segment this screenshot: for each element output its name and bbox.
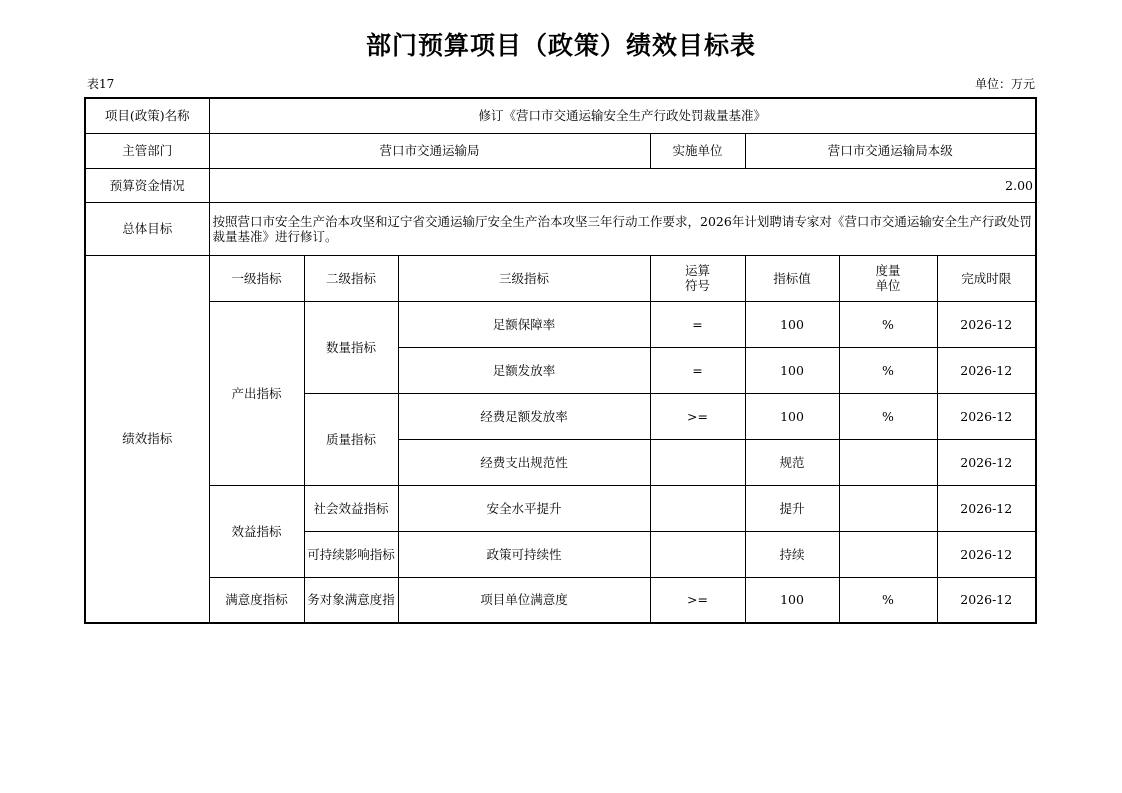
header-unit bbox=[839, 255, 937, 301]
goal-label: 总体目标 bbox=[85, 202, 209, 255]
header-value: 指标值 bbox=[745, 255, 839, 301]
operator-cell: >= bbox=[650, 577, 745, 623]
level3-cell: 安全水平提升 bbox=[398, 485, 650, 531]
table-row bbox=[85, 577, 1036, 623]
level3-cell: 经费足额发放率 bbox=[398, 393, 650, 439]
level1-output: 产出指标 bbox=[209, 301, 304, 485]
header-deadline: 完成时限 bbox=[937, 255, 1036, 301]
deadline-cell: 2026-12 bbox=[937, 531, 1036, 577]
dept-value: 营口市交通运输局 bbox=[209, 133, 650, 168]
unit-cell: % bbox=[839, 577, 937, 623]
budget-row bbox=[85, 168, 1036, 202]
header-operator bbox=[650, 255, 745, 301]
deadline-cell: 2026-12 bbox=[937, 439, 1036, 485]
level2-sustainable: 可持续影响指标 bbox=[304, 531, 398, 577]
goal-value: 按照营口市安全生产治本攻坚和辽宁省交通运输厅安全生产治本攻坚三年行动工作要求，2026年计划聘请专家对《营口市交通运输安全生产行政处罚裁量基准》进行修订。 bbox=[209, 202, 1036, 255]
value-cell: 提升 bbox=[745, 485, 839, 531]
operator-cell bbox=[650, 531, 745, 577]
goal-row bbox=[85, 202, 1036, 255]
level1-benefit: 效益指标 bbox=[209, 485, 304, 577]
level2-quality: 质量指标 bbox=[304, 393, 398, 485]
value-cell: 100 bbox=[745, 347, 839, 393]
project-name: 修订《营口市交通运输安全生产行政处罚裁量基准》 bbox=[209, 98, 1036, 133]
level2-quantity: 数量指标 bbox=[304, 301, 398, 393]
value-cell: 持续 bbox=[745, 531, 839, 577]
header-operator-line1: 运算 bbox=[684, 263, 710, 278]
budget-value: 2.00 bbox=[209, 168, 1036, 202]
performance-table bbox=[84, 97, 1037, 624]
header-unit-line2: 单位 bbox=[875, 278, 901, 293]
perf-label: 绩效指标 bbox=[85, 255, 209, 623]
dept-label: 主管部门 bbox=[85, 133, 209, 168]
value-cell: 100 bbox=[745, 301, 839, 347]
operator-cell: >= bbox=[650, 393, 745, 439]
unit-cell: % bbox=[839, 301, 937, 347]
value-cell: 100 bbox=[745, 577, 839, 623]
header-unit-line1: 度量 bbox=[875, 263, 901, 278]
level3-cell: 政策可持续性 bbox=[398, 531, 650, 577]
unit-cell bbox=[839, 485, 937, 531]
deadline-cell: 2026-12 bbox=[937, 347, 1036, 393]
level1-satisfaction: 满意度指标 bbox=[209, 577, 304, 623]
table-row bbox=[85, 485, 1036, 531]
value-cell: 100 bbox=[745, 393, 839, 439]
table-number: 表17 bbox=[87, 77, 115, 91]
operator-cell: = bbox=[650, 301, 745, 347]
unit-cell bbox=[839, 439, 937, 485]
value-cell: 规范 bbox=[745, 439, 839, 485]
level3-cell: 经费支出规范性 bbox=[398, 439, 650, 485]
level3-cell: 足额发放率 bbox=[398, 347, 650, 393]
level2-social: 社会效益指标 bbox=[304, 485, 398, 531]
level3-cell: 项目单位满意度 bbox=[398, 577, 650, 623]
deadline-cell: 2026-12 bbox=[937, 577, 1036, 623]
department-row bbox=[85, 133, 1036, 168]
operator-cell: = bbox=[650, 347, 745, 393]
level3-cell: 足额保障率 bbox=[398, 301, 650, 347]
header-level1: 一级指标 bbox=[209, 255, 304, 301]
deadline-cell: 2026-12 bbox=[937, 485, 1036, 531]
unit-label: 单位：万元 bbox=[974, 77, 1035, 91]
deadline-cell: 2026-12 bbox=[937, 393, 1036, 439]
deadline-cell: 2026-12 bbox=[937, 301, 1036, 347]
project-row bbox=[85, 98, 1036, 133]
header-row bbox=[85, 255, 1036, 301]
header-operator-line2: 符号 bbox=[684, 278, 710, 293]
impl-label: 实施单位 bbox=[650, 133, 745, 168]
budget-label: 预算资金情况 bbox=[85, 168, 209, 202]
impl-value: 营口市交通运输局本级 bbox=[745, 133, 1036, 168]
unit-cell: % bbox=[839, 393, 937, 439]
page-title: 部门预算项目（政策）绩效目标表 bbox=[365, 31, 756, 60]
operator-cell bbox=[650, 485, 745, 531]
project-label: 项目(政策)名称 bbox=[85, 98, 209, 133]
level2-service-satisfaction: 务对象满意度指 bbox=[304, 577, 398, 623]
header-level3: 三级指标 bbox=[398, 255, 650, 301]
unit-cell bbox=[839, 531, 937, 577]
unit-cell: % bbox=[839, 347, 937, 393]
operator-cell bbox=[650, 439, 745, 485]
table-row bbox=[85, 301, 1036, 347]
header-level2: 二级指标 bbox=[304, 255, 398, 301]
